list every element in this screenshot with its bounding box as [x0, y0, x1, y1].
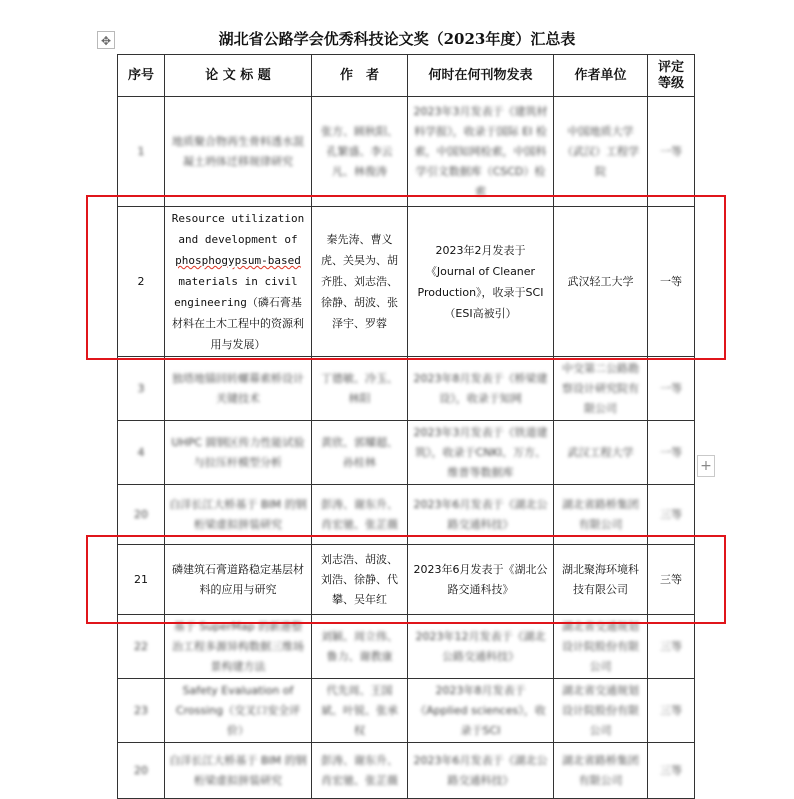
- add-row-button[interactable]: [697, 455, 715, 477]
- cell-authors: 黄欣、郭耀超、孙桂林: [312, 421, 408, 485]
- highlight-box-row-21: [86, 535, 726, 624]
- table-header-row: [118, 55, 695, 97]
- cell-seq: 23: [118, 679, 165, 743]
- cell-title: 独塔地锚回转螺幕索桥设计关键技术: [165, 357, 312, 421]
- header-unit: 作者单位: [554, 55, 648, 97]
- cell-seq: 21: [118, 545, 165, 615]
- cell-published: 2023年6月发表于《湖北公路交通科技》: [408, 743, 554, 799]
- cell-published: 2023年6月发表于《湖北公路交通科技》: [408, 545, 554, 615]
- cell-published: 2023年6月发表于《湖北公路交通科技》: [408, 485, 554, 545]
- cell-authors: 代先周、王国斌、叶锐、张承权: [312, 679, 408, 743]
- cell-unit: 湖北省路桥集团有限公司: [554, 485, 648, 545]
- plus-icon: +: [700, 458, 712, 474]
- cell-title: 地质聚合物再生骨料透水混凝土坍体迁移规律研究: [165, 97, 312, 207]
- cell-grade: 一等: [648, 357, 695, 421]
- cell-unit: 湖北聚海环境科技有限公司: [554, 545, 648, 615]
- header-seq: 序号: [118, 55, 165, 97]
- cell-grade: 一等: [648, 97, 695, 207]
- table-row: [118, 679, 695, 743]
- cell-grade: 三等: [648, 743, 695, 799]
- cell-grade: 一等: [648, 421, 695, 485]
- header-authors: 作 者: [312, 55, 408, 97]
- highlight-box-row-2: [86, 195, 726, 360]
- cell-authors: 彭涛、谢东升、肖宏驰、张芷薇: [312, 485, 408, 545]
- cell-title: 白洋长江大桥基于 BIM 的钢桁梁虚拟拼装研究: [165, 743, 312, 799]
- table-row: [118, 97, 695, 207]
- cell-published: 2023年2月发表于《Journal of Cleaner Production》，收录于SCI（ESI高被引）: [408, 207, 554, 357]
- cell-seq: 20: [118, 485, 165, 545]
- cell-grade: 三等: [648, 485, 695, 545]
- cell-authors: 刘颖、周立伟、鲁力、谢教康: [312, 615, 408, 679]
- cell-authors: 彭涛、谢东升、肖宏驰、张芷薇: [312, 743, 408, 799]
- cell-seq: 3: [118, 357, 165, 421]
- title-en-part2: phosphogypsum-based: [175, 254, 301, 267]
- cell-published: 2023年3月发表于《建筑材料学报》，收录于国际 EI 检索，中国知网检索，中国科学引文数据库（CSCD）检索: [408, 97, 554, 207]
- cell-unit: 中国地质大学（武汉）工程学院: [554, 97, 648, 207]
- cell-unit: 中交第二公路勘察设计研究院有限公司: [554, 357, 648, 421]
- cell-seq: 1: [118, 97, 165, 207]
- cell-seq: 2: [118, 207, 165, 357]
- table-row: [118, 421, 695, 485]
- cell-authors: 张方、顾秋阳、孔繁盛、李云凡、林俊涛: [312, 97, 408, 207]
- cell-authors: 秦先涛、曹义虎、关昊为、胡齐胜、刘志浩、徐静、胡波、张泽宇、罗蓉: [312, 207, 408, 357]
- cell-published: 2023年8月发表于《Applied sciences》，收录于SCI: [408, 679, 554, 743]
- header-published: 何时在何刊物发表: [408, 55, 554, 97]
- document-title: 湖北省公路学会优秀科技论文奖（2023年度）汇总表: [218, 30, 576, 48]
- cell-title: UHPC 圆钢区传力性能试验与拉压杆模型分析: [165, 421, 312, 485]
- cell-unit: 武汉工程大学: [554, 421, 648, 485]
- title-en-part1: Resource utilization and development of: [171, 212, 305, 246]
- cell-authors: 丁德敏、冷玉、林阳: [312, 357, 408, 421]
- cell-title: Safety Evaluation of Crossing（交叉口安全评价）: [165, 679, 312, 743]
- cell-title: 基于 SuperMap 的新港整治工程多源异构数据三维场景构建方法: [165, 615, 312, 679]
- cell-seq: 22: [118, 615, 165, 679]
- cell-authors: 刘志浩、胡波、刘浩、徐静、代攀、吴年红: [312, 545, 408, 615]
- cell-grade: 一等: [648, 207, 695, 357]
- cell-title: 磷建筑石膏道路稳定基层材料的应用与研究: [165, 545, 312, 615]
- award-table: [117, 54, 695, 799]
- cell-grade: 三等: [648, 545, 695, 615]
- table-row: [118, 357, 695, 421]
- cell-unit: 湖北省交通规划设计院股份有限公司: [554, 615, 648, 679]
- cell-grade: 三等: [648, 679, 695, 743]
- cell-published: 2023年8月发表于《桥梁建设》，收录于知网: [408, 357, 554, 421]
- cell-seq: 20: [118, 743, 165, 799]
- title-cn: （磷石膏基材料在土木工程中的资源利用与发展）: [172, 296, 304, 351]
- title-en-part3: materials in civil engineering: [174, 275, 298, 309]
- cell-unit: 武汉轻工大学: [554, 207, 648, 357]
- cell-unit: 湖北省路桥集团有限公司: [554, 743, 648, 799]
- cell-published: 2023年12月发表于《湖北公路交通科技》: [408, 615, 554, 679]
- cell-published: 2023年3月发表于《铁道建筑》，收录于CNKI、万方、维普等数据库: [408, 421, 554, 485]
- cell-seq: 4: [118, 421, 165, 485]
- header-grade: 评定等级: [648, 55, 695, 97]
- header-paper-title: 论 文 标 题: [165, 55, 312, 97]
- table-row: [118, 615, 695, 679]
- cell-title: 白洋长江大桥基于 BIM 的钢桁梁虚拟拼装研究: [165, 485, 312, 545]
- cell-unit: 湖北省交通规划设计院股份有限公司: [554, 679, 648, 743]
- cell-grade: 三等: [648, 615, 695, 679]
- table-row: [118, 743, 695, 799]
- move-icon: ✥: [100, 34, 112, 48]
